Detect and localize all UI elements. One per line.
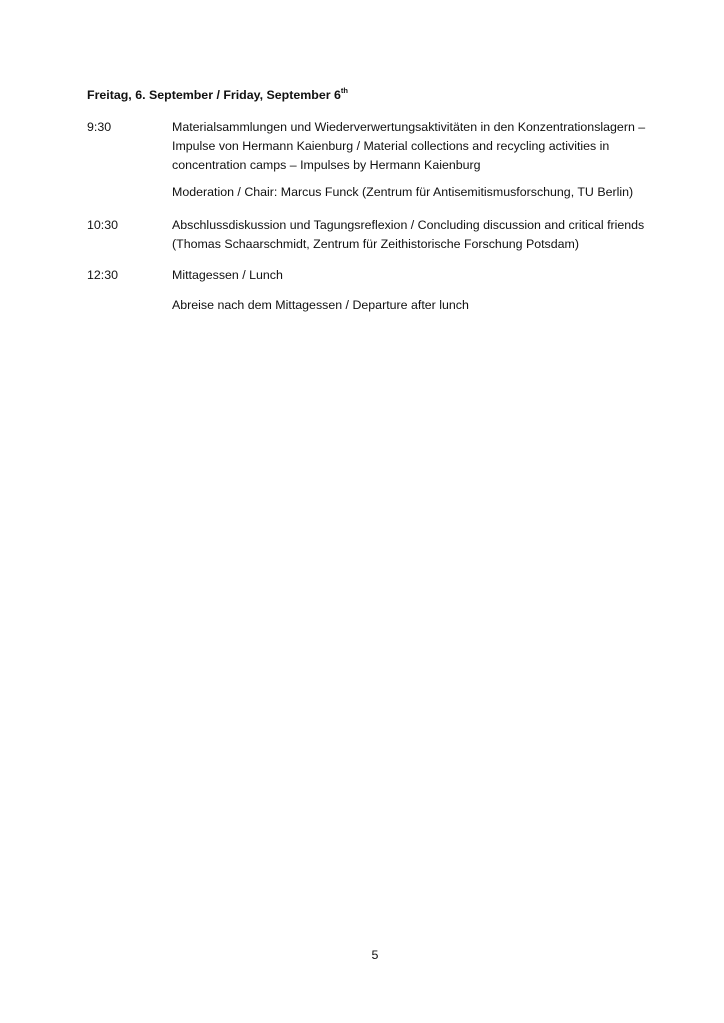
day-heading	[87, 86, 348, 105]
schedule-note-departure: Abreise nach dem Mittagessen / Departure after lunch	[172, 298, 469, 312]
day-heading-ordinal-suffix: th	[340, 86, 348, 95]
schedule-description: Mittagessen / Lunch	[172, 268, 283, 282]
schedule-time: 12:30	[87, 268, 119, 282]
schedule-description: Materialsammlungen und Wiederverwertungsaktivitäten in den Konzentrationslagern – Impulse von Hermann Kaienburg / Material collections and recycling activities in concentration camps – Impulses by Hermann Kaienburg	[172, 120, 646, 172]
schedule-description: Abschlussdiskussion und Tagungsreflexion / Concluding discussion and critical friends (Thomas Schaarschmidt, Zentrum für Zeithistorische Forschung Potsdam)	[172, 218, 645, 251]
schedule-note-moderation: Moderation / Chair: Marcus Funck (Zentrum für Antisemitismusforschung, TU Berlin)	[172, 185, 634, 199]
schedule-time: 9:30	[87, 120, 112, 134]
schedule-time: 10:30	[87, 218, 119, 232]
day-heading-text: Freitag, 6. September / Friday, September 6	[87, 88, 341, 102]
page-number: 5	[371, 948, 379, 962]
